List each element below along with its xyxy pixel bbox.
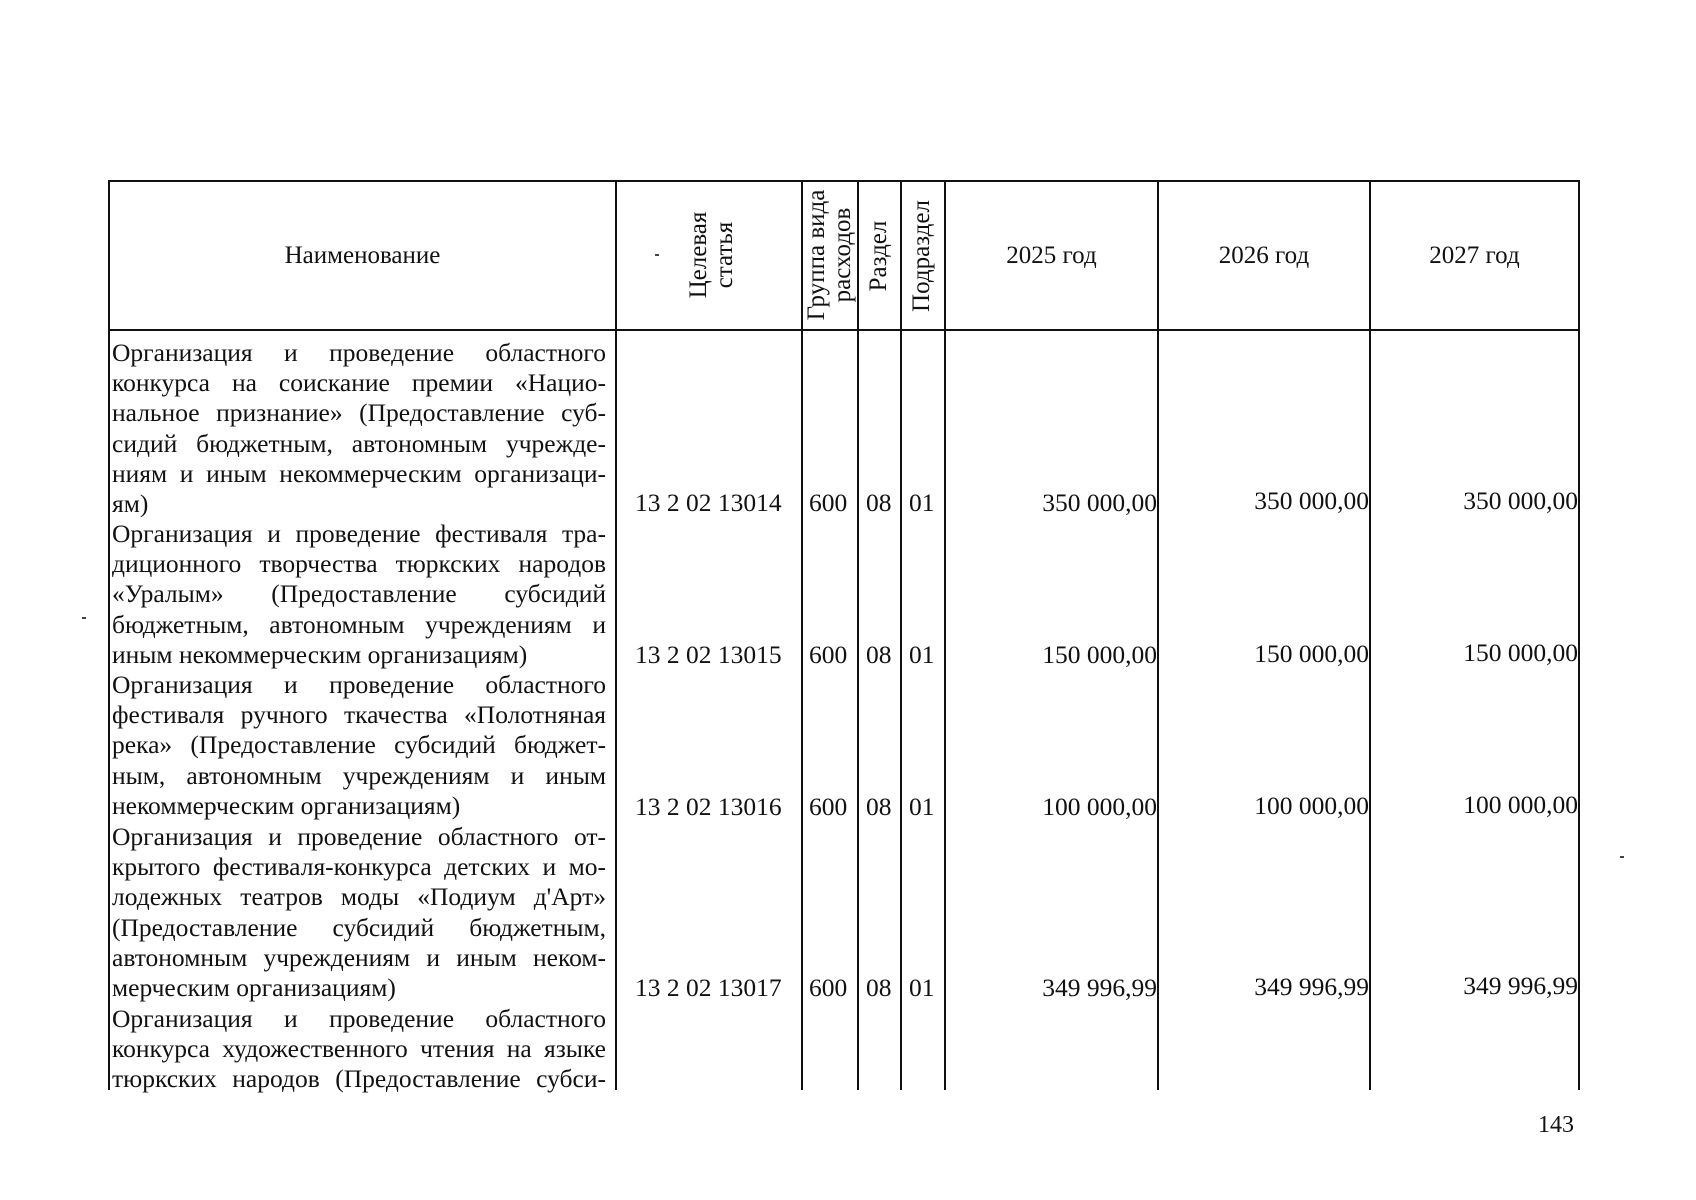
row-1-name-line: конкурса на соискание премии «Нацио- (112, 368, 606, 398)
row-1-name-line: ям) (112, 489, 149, 519)
scan-speck (82, 617, 86, 619)
row-3-name-line: Организация и проведение областного (112, 670, 606, 699)
header-2026: 2026 год (1218, 241, 1310, 269)
row-2-name-line: иным некоммерческим организациям) (112, 639, 528, 669)
row-1-2027: 350 000,00 (1463, 486, 1578, 515)
header-subsection (909, 200, 935, 312)
header-expense-group (804, 190, 857, 321)
row-4-name-line: мерческим организациям) (112, 973, 396, 1003)
row-3-name (112, 670, 606, 821)
header-subsection-label: Подраздел (907, 200, 935, 312)
header-target-article-line2: статья (711, 221, 738, 289)
row-4-group: 600 (809, 973, 848, 1002)
header-name: Наименование (284, 241, 441, 269)
row-4-name-line: (Предоставление субсидий бюджетным, (112, 912, 606, 942)
scan-speck (655, 254, 659, 256)
table-right-border (1578, 180, 1580, 1090)
row-1-name-line: сидий бюджетным, автономным учрежде- (112, 428, 606, 458)
row-1-group: 600 (809, 488, 848, 517)
row-2-name-line: диционного творчества тюркских народов (112, 549, 606, 579)
row-3-2025: 100 000,00 (1042, 792, 1157, 821)
row-1-section: 08 (866, 488, 892, 517)
header-2025: 2025 год (1006, 241, 1097, 269)
row-3-group: 600 (809, 792, 848, 821)
row-4-2025: 349 996,99 (1042, 973, 1157, 1002)
row-5-name-line: Организация и проведение областного (112, 1004, 606, 1033)
row-2-article: 13 2 02 13015 (635, 640, 782, 669)
row-1-2026: 350 000,00 (1254, 486, 1369, 515)
row-2-subsection: 01 (909, 640, 935, 669)
row-1-name-line: Организация и проведение областного (112, 338, 606, 367)
col-divider-section (900, 180, 902, 1090)
row-1-article: 13 2 02 13014 (635, 488, 782, 517)
row-3-name-line: некоммерческим организациям) (112, 790, 461, 820)
row-2-group: 600 (809, 640, 848, 669)
header-section (866, 221, 892, 292)
row-4-name (112, 822, 606, 1003)
header-target-article (686, 212, 739, 299)
header-2027: 2027 год (1429, 241, 1520, 269)
row-2-2026: 150 000,00 (1254, 639, 1369, 668)
row-2-name-line: бюджетным, автономным учреждениям и (112, 609, 606, 639)
row-1-name-line: нальное признание» (Предоставление суб- (112, 398, 606, 428)
row-2-2025: 150 000,00 (1042, 640, 1157, 669)
row-4-2026: 349 996,99 (1254, 972, 1369, 1001)
row-4-section: 08 (866, 973, 892, 1002)
scan-speck (1620, 856, 1624, 858)
page-number: 143 (1538, 1112, 1574, 1138)
row-5-name-line: тюркских народов (Предоставление субси- (112, 1064, 606, 1094)
row-4-name-line: автономным учреждениям и иным неком- (112, 942, 606, 972)
header-expense-group-line1: Группа вида (802, 189, 830, 321)
row-4-subsection: 01 (909, 973, 935, 1002)
row-3-name-line: ным, автономным учреждениям и иным (112, 760, 606, 790)
row-3-subsection: 01 (909, 792, 935, 821)
row-2-name-line: Организация и проведение фестиваля тра- (112, 519, 606, 548)
row-3-2027: 100 000,00 (1463, 790, 1578, 819)
header-expense-group-line2: расходов (829, 207, 856, 303)
row-3-2026: 100 000,00 (1254, 791, 1369, 820)
row-2-2027: 150 000,00 (1463, 638, 1578, 667)
row-5-name (112, 1004, 606, 1095)
col-divider-group (857, 180, 859, 1090)
row-5-name-line: конкурса художественного чтения на языке (112, 1034, 606, 1064)
row-2-name-line: «Уралым» (Предоставление субсидий (112, 579, 606, 609)
row-1-2025: 350 000,00 (1042, 488, 1157, 517)
row-4-name-line: лодежных театров моды «Подиум д'Арт» (112, 882, 606, 912)
row-3-article: 13 2 02 13016 (635, 792, 782, 821)
row-3-section: 08 (866, 792, 892, 821)
header-target-article-line1: Целевая (684, 211, 712, 299)
row-2-name (112, 519, 606, 670)
header-section-label: Раздел (864, 220, 892, 292)
row-4-2027: 349 996,99 (1463, 971, 1578, 1000)
col-divider-name (615, 180, 617, 1090)
row-4-name-line: крытого фестиваля-конкурса детских и мо- (112, 852, 606, 882)
row-1-name (112, 338, 606, 519)
row-1-name-line: ниям и иным некоммерческим организаци- (112, 458, 606, 488)
header-bottom-border (108, 329, 1578, 331)
row-4-name-line: Организация и проведение областного от- (112, 822, 606, 851)
row-4-article: 13 2 02 13017 (635, 973, 782, 1002)
row-3-name-line: фестиваля ручного ткачества «Полотняная (112, 700, 606, 730)
row-2-section: 08 (866, 640, 892, 669)
row-3-name-line: река» (Предоставление субсидий бюджет- (112, 730, 606, 760)
row-1-subsection: 01 (909, 488, 935, 517)
